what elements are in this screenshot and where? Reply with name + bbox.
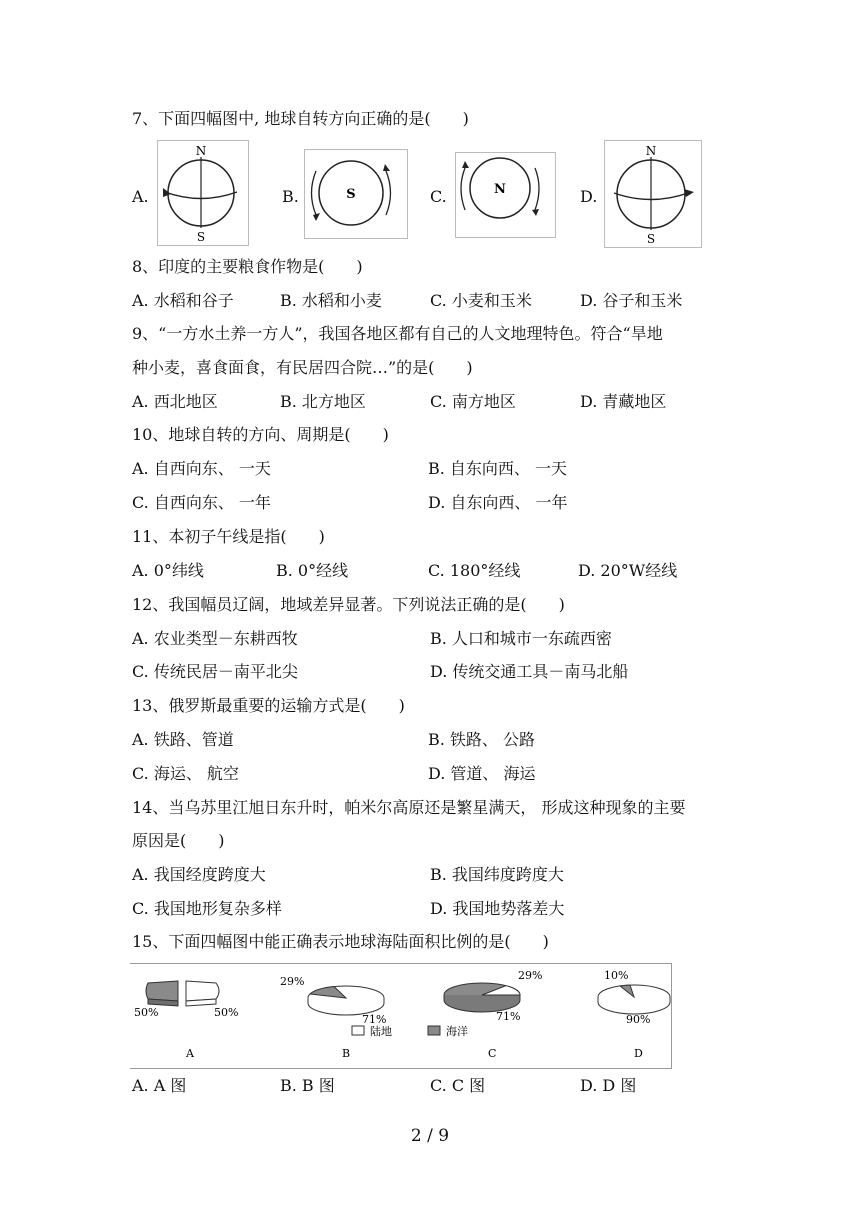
q15-pie-a — [134, 981, 238, 1060]
q8-stem: 8、印度的主要粮食作物是( ) — [132, 257, 363, 276]
q7-label-b: B. — [282, 187, 299, 206]
q15-option-d: D. D 图 — [580, 1076, 637, 1095]
q13-stem: 13、俄罗斯最重要的运输方式是( ) — [132, 696, 405, 715]
q15-option-c: C. C 图 — [430, 1076, 486, 1095]
q15-b-label: B — [342, 1047, 351, 1060]
q15-d-top-pct: 10% — [604, 969, 629, 982]
q15-legend-ocean: 海洋 — [446, 1025, 468, 1038]
q8-option-b: B. 水稻和小麦 — [280, 291, 382, 310]
q15-pie-d — [598, 969, 670, 1060]
q15-stem: 15、下面四幅图中能正确表示地球海陆面积比例的是( ) — [132, 932, 549, 951]
q10-option-a: A. 自西向东、 一天 — [132, 459, 271, 478]
q13-option-b: B. 铁路、 公路 — [428, 730, 536, 749]
q15-d-bottom-pct: 90% — [626, 1013, 651, 1026]
q15-option-b: B. B 图 — [280, 1076, 335, 1095]
q11-stem: 11、本初子午线是指( ) — [132, 527, 325, 546]
q9-stem-line1: 9、“一方水土养一方人”，我国各地区都有自己的人文地理特色。符合“旱地 — [132, 324, 663, 343]
q15-pie-c — [444, 969, 542, 1060]
q7-figure-a — [157, 140, 249, 246]
q15-d-label: D — [634, 1047, 643, 1060]
q7-a-north: N — [195, 144, 207, 158]
q9-option-a: A. 西北地区 — [132, 392, 218, 411]
q8-option-d: D. 谷子和玉米 — [580, 291, 683, 310]
q7-d-south: S — [646, 232, 656, 246]
q11-option-a: A. 0°纬线 — [132, 561, 204, 580]
q15-c-label: C — [488, 1047, 497, 1060]
q7-a-south: S — [196, 230, 206, 244]
q10-option-c: C. 自西向东、 一年 — [132, 493, 271, 512]
q14-stem-line2: 原因是( ) — [132, 831, 225, 850]
q7-stem: 7、下面四幅图中, 地球自转方向正确的是( ) — [132, 109, 469, 128]
q11-option-d: D. 20°W经线 — [578, 561, 678, 580]
q12-stem: 12、我国幅员辽阔，地域差异显著。下列说法正确的是( ) — [132, 595, 565, 614]
q7-c-center: N — [494, 182, 506, 197]
q15-sea-land-figure — [130, 963, 672, 1069]
q10-stem: 10、地球自转的方向、周期是( ) — [132, 425, 389, 444]
q14-option-c: C. 我国地形复杂多样 — [132, 899, 282, 918]
q12-option-d: D. 传统交通工具－南马北船 — [430, 662, 629, 681]
q15-a-left-pct: 50% — [134, 1006, 159, 1019]
q7-d-north: N — [645, 144, 657, 158]
q15-a-label: A — [186, 1047, 194, 1060]
q15-option-a: A. A 图 — [132, 1076, 187, 1095]
q7-figure-c — [455, 152, 556, 238]
q14-option-d: D. 我国地势落差大 — [430, 899, 565, 918]
q9-option-d: D. 青藏地区 — [580, 392, 667, 411]
q12-option-a: A. 农业类型－东耕西牧 — [132, 629, 298, 648]
q7-figure-b — [304, 149, 408, 239]
q14-option-a: A. 我国经度跨度大 — [132, 865, 266, 884]
q9-option-c: C. 南方地区 — [430, 392, 516, 411]
q15-legend-land: 陆地 — [370, 1025, 392, 1038]
page-number: 2 / 9 — [410, 1126, 450, 1146]
q15-legend — [352, 1024, 468, 1038]
q10-option-d: D. 自东向西、 一年 — [428, 493, 568, 512]
q9-stem-line2: 种小麦，喜食面食，有民居四合院…”的是( ) — [132, 358, 473, 377]
q7-label-d: D. — [580, 187, 598, 206]
q7-label-c: C. — [430, 187, 447, 206]
q13-option-a: A. 铁路、管道 — [132, 730, 234, 749]
q8-option-c: C. 小麦和玉米 — [430, 291, 532, 310]
q14-option-b: B. 我国纬度跨度大 — [430, 865, 564, 884]
q13-option-d: D. 管道、 海运 — [428, 764, 536, 783]
q12-option-c: C. 传统民居－南平北尖 — [132, 662, 298, 681]
q15-pie-b — [280, 975, 386, 1060]
q15-b-bottom-pct: 71% — [362, 1013, 387, 1026]
q15-b-top-pct: 29% — [280, 975, 305, 988]
q14-stem-line1: 14、当乌苏里江旭日东升时，帕米尔高原还是繁星满天， 形成这种现象的主要 — [132, 798, 686, 817]
q15-a-right-pct: 50% — [214, 1006, 239, 1019]
q8-option-a: A. 水稻和谷子 — [132, 291, 234, 310]
q15-c-top-pct: 29% — [518, 969, 543, 982]
q11-option-c: C. 180°经线 — [428, 561, 521, 580]
q12-option-b: B. 人口和城市一东疏西密 — [430, 629, 612, 648]
q7-b-center: S — [346, 187, 356, 202]
q15-c-bottom-pct: 71% — [496, 1010, 521, 1023]
q7-figure-d — [604, 140, 702, 248]
q11-option-b: B. 0°经线 — [276, 561, 349, 580]
q10-option-b: B. 自东向西、 一天 — [428, 459, 568, 478]
q13-option-c: C. 海运、 航空 — [132, 764, 239, 783]
q9-option-b: B. 北方地区 — [280, 392, 366, 411]
q7-label-a: A. — [132, 187, 149, 206]
